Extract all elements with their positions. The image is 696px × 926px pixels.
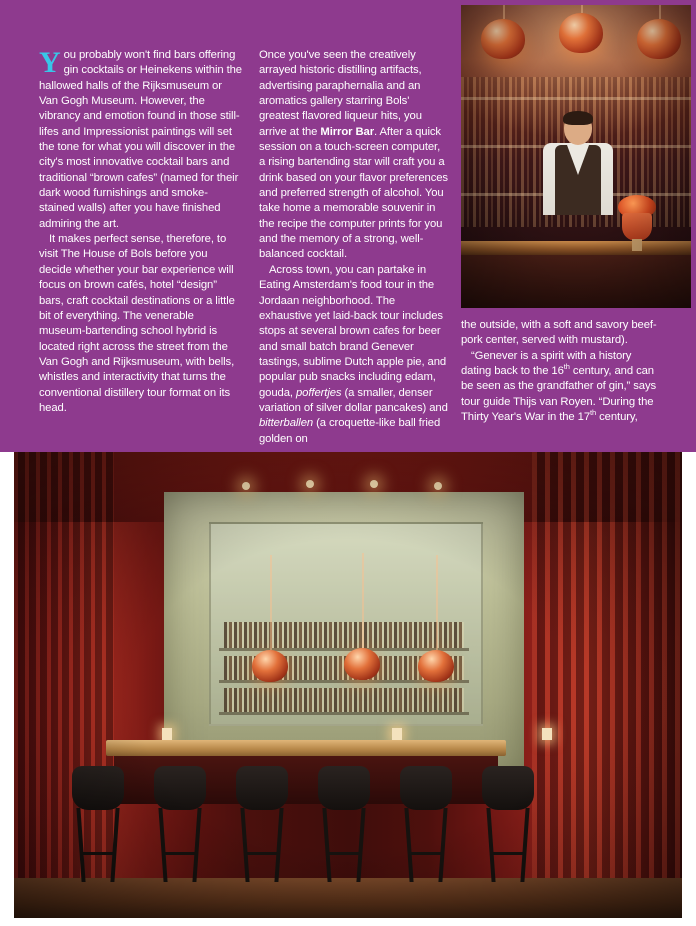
drop-cap: Y: [39, 46, 61, 79]
article-column-2: [259, 48, 449, 447]
column2-p1-part-a: Once you've seen the creatively arrayed historic distilling artifacts, advertising paraphernalia and an aromatics gallery starring Bols' greatest flavored liqueur hits, you arrive at the: [259, 49, 422, 138]
column1-paragraph-2: It makes perfect sense, therefore, to visit The House of Bols before you decide whether your bar experience will focus on brown cafés, hotel “design” bars, craft cocktail destinations or a little bit of everything. The venerable museum-bartending school hybrid is located right across the street from the Van Gogh and Rijksmuseum, with bells, whistles and interactivity that turns the conventional distillery tour format on its head.: [39, 233, 235, 414]
column2-paragraph-1: [259, 48, 449, 263]
photo-vignette: [14, 452, 682, 918]
column3-p2-part-c: century,: [596, 411, 638, 424]
column3-paragraph-1: the outside, with a soft and savory beef-pork center, served with mustard).: [461, 319, 657, 347]
column1-paragraph-1-text: ou probably won't find bars offering gin cocktails or Heinekens within the hallowed halls of the Rijksmuseum or Van Gogh Museum. However, the vibrancy and emotion found in those still-lifes and Impressionist paintings will set the tone for what you will discover in the city's most innovative cocktail bars and traditional “brown cafes” (named for their dark wood furnishings and smoke-stained walls) after you have finished admiring the art.: [39, 49, 242, 230]
column2-paragraph-2: [259, 263, 449, 447]
bartender-photo: [461, 5, 691, 308]
bar-interior-photo: [14, 452, 682, 918]
column2-p2-part-a: Across town, you can partake in Eating Amsterdam's food tour in the Jordaan neighborhood. The exhaustive yet laid-back tour includes stops at several brown cafes for beer and small batch brand Genever tastings, sublime Dutch apple pie, and popular pub snacks including edam, gouda,: [259, 263, 447, 399]
column2-p2-part-b: (a smaller, denser variation of silver dollar pancakes) and: [259, 386, 448, 414]
column2-p2-part-c: (a croquette-like ball fried golden on: [259, 417, 441, 445]
article-column-3: [461, 318, 657, 425]
ordinal-suffix-17th: th: [590, 408, 597, 418]
mirror-bar-bold: Mirror Bar: [320, 125, 375, 138]
article-column-1: [39, 48, 242, 416]
column3-paragraph-2: [461, 349, 657, 426]
bitterballen-italic: bitterballen: [259, 417, 314, 430]
column2-p1-part-b: . After a quick session on a touch-screen computer, a rising bartending star will craft you a drink based on your flavor preferences and preferred strength of alcohol. You take home a memorable souvenir in the recipe the computer prints for you and the memory of a strong, well-balanced cocktail.: [259, 125, 448, 261]
photo-vignette: [461, 5, 691, 308]
column3-p2-part-b: century, and can be seen as the grandfather of gin,” says tour guide Thijs van Royen. “During the Thirty Year's War in the 17: [461, 365, 657, 424]
column1-paragraph-1: [39, 48, 242, 232]
ordinal-suffix-16th: th: [563, 362, 570, 372]
column3-p2-part-a: “Genever is a spirit with a history dating back to the 16: [461, 349, 632, 378]
poffertjes-italic: poffertjes: [296, 386, 342, 399]
